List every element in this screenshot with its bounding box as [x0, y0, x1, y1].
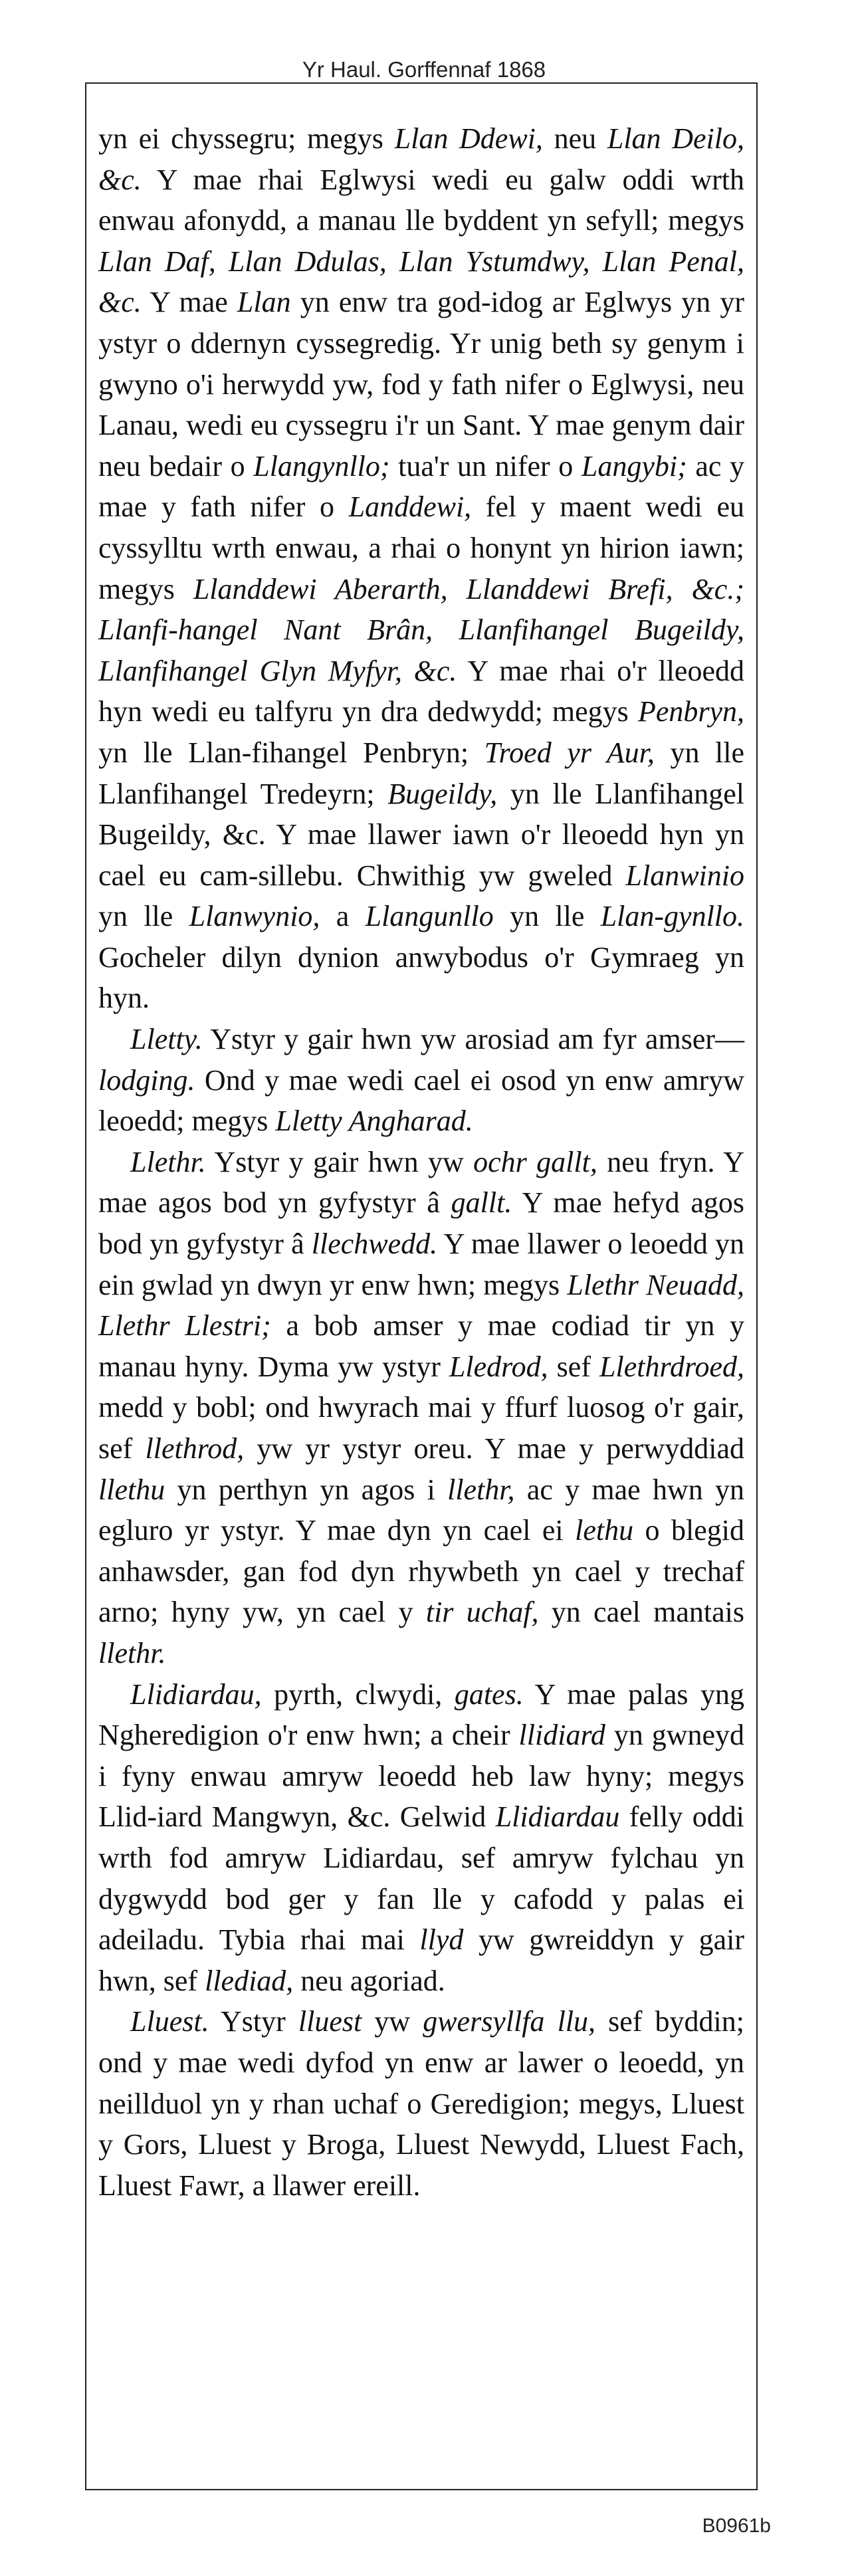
italic-text: tir uchaf,	[425, 1596, 539, 1629]
italic-text: llyd	[419, 1923, 464, 1957]
text-run: yn lle	[98, 900, 189, 933]
italic-text: Llan	[237, 286, 291, 319]
text-run: yn ei chyssegru; megys	[98, 122, 395, 155]
text-run: felly oddi wrth fod amryw Lidiardau, sef amryw fylchau yn dygwydd bod ger y fan lle y cafodd y palas ei adeiladu. Tybia rhai mai	[98, 1800, 744, 1957]
text-run: yw gwreiddyn y gair hwn, sef	[98, 1923, 744, 1997]
italic-text: Langybi;	[581, 449, 687, 483]
italic-text: llidiard	[518, 1719, 605, 1752]
text-run: fel y maent wedi eu cyssylltu wrth enwau, a rhai o honynt yn hirion iawn; megys	[98, 490, 744, 605]
paragraph	[98, 118, 744, 1019]
text-column	[98, 118, 744, 2206]
text-run: Ond y mae wedi cael ei osod yn enw amryw leoedd; megys	[98, 1063, 744, 1138]
italic-text: Llidiardau,	[130, 1677, 262, 1711]
text-run: Ystyr	[209, 2005, 298, 2038]
italic-text: gwersyllfa llu,	[423, 2005, 596, 2038]
text-run: yn gwneyd i fyny enwau amryw leoedd heb law hyny; megys Llid-iard Mangwyn, &c. Gelwid	[98, 1719, 744, 1834]
text-run: Y mae hefyd agos bod yn gyfystyr â	[98, 1186, 744, 1261]
text-run: o blegid anhawsder, gan fod dyn rhywbeth yn cael y trechaf arno; hyny yw, yn cael y	[98, 1514, 744, 1629]
text-run: a	[320, 900, 366, 933]
italic-text: Llan Ddewi,	[394, 122, 543, 155]
italic-text: lethu	[575, 1514, 634, 1547]
text-run: a bob amser y mae codiad tir yn y manau hyny. Dyma yw ystyr	[98, 1309, 744, 1383]
paragraph	[98, 1019, 744, 1142]
text-run: ac y mae hwn yn egluro yr ystyr. Y mae dyn yn cael ei	[98, 1473, 744, 1547]
text-run: ac y mae y fath nifer o	[98, 449, 744, 524]
italic-text: Troed yr Aur,	[484, 736, 655, 769]
text-run: neu fryn. Y mae agos bod yn gyfystyr â	[98, 1145, 744, 1220]
text-run: yn lle Llanfihangel Bugeildy, &c. Y mae llawer iawn o'r lleoedd hyn yn cael eu cam-sillebu. Chwithig yw gweled	[98, 777, 744, 892]
text-run: tua'r un nifer o	[389, 449, 582, 483]
italic-text: llethr.	[98, 1636, 166, 1669]
text-run: medd y bobl; ond hwyrach mai y ffurf luosog o'r gair, sef	[98, 1391, 744, 1465]
text-run: neu	[542, 122, 607, 155]
text-run: Y mae llawer o leoedd yn ein gwlad yn dwyn yr enw hwn; megys	[98, 1228, 744, 1301]
italic-text: Lledrod,	[449, 1350, 548, 1383]
italic-text: llethrod,	[145, 1432, 245, 1465]
text-run: yn lle Llanfihangel Tredeyrn;	[98, 736, 745, 810]
italic-text: Penbryn,	[637, 695, 744, 728]
italic-text: Llanddewi Aberarth, Llanddewi Brefi, &c.; Llanfi-hangel Nant Brân, Llanfihangel Bugeildy, Llanfihangel Glyn Myfyr, &c.	[98, 572, 744, 687]
text-run: Gocheler dilyn dynion anwybodus o'r Gymraeg yn hyn.	[98, 940, 744, 1015]
italic-text: Llan Daf, Llan Ddulas, Llan Ystumdwy, Llan Penal, &c.	[98, 245, 744, 319]
italic-text: Llanwinio	[625, 859, 744, 892]
text-run: sef	[548, 1350, 600, 1383]
italic-text: Llan-gynllo.	[600, 900, 745, 933]
italic-text: gates.	[454, 1677, 524, 1711]
italic-text: llediad,	[205, 1964, 294, 1997]
italic-text: llethr,	[447, 1473, 515, 1506]
paragraph	[98, 2001, 744, 2206]
italic-text: Llethr Neuadd, Llethr Llestri;	[98, 1268, 744, 1342]
italic-text: llechwedd.	[311, 1228, 438, 1261]
italic-text: ochr gallt,	[473, 1145, 597, 1178]
italic-text: Bugeildy,	[387, 777, 498, 810]
text-run: yn lle	[493, 900, 601, 933]
italic-text: Landdewi,	[348, 490, 472, 524]
italic-text: lodging.	[98, 1063, 195, 1097]
italic-text: Lluest.	[130, 2005, 209, 2038]
text-run: Ystyr y gair hwn yw	[205, 1145, 474, 1178]
italic-text: llethu	[98, 1473, 165, 1506]
text-run: Y mae rhai Eglwysi wedi eu galw oddi wrth enwau afonydd, a manau lle byddent yn sefyll; megys	[98, 163, 744, 237]
text-run: yn perthyn yn agos i	[165, 1473, 448, 1506]
text-run: neu agoriad.	[293, 1964, 445, 1997]
italic-text: Llan Deilo, &c.	[98, 122, 744, 196]
italic-text: Llanwynio,	[189, 900, 320, 933]
text-run: Ystyr y gair hwn yw arosiad am fyr amser—	[202, 1023, 744, 1056]
paragraph	[98, 1674, 744, 2002]
italic-text: gallt.	[451, 1186, 512, 1220]
text-run: sef byddin; ond y mae wedi dyfod yn enw ar lawer o leoedd, yn neillduol yn y rhan uchaf o Geredigion; megys, Lluest y Gors, Lluest y Broga, Lluest Newydd, Lluest Fach, Lluest Fawr, a llawer ereill.	[98, 2005, 744, 2202]
italic-text: Llethr.	[130, 1145, 206, 1178]
text-run: yn cael mantais	[538, 1596, 745, 1629]
paragraph	[98, 1142, 744, 1674]
italic-text: Llethrdroed,	[599, 1350, 744, 1383]
text-run: yw yr ystyr oreu. Y mae y perwyddiad	[244, 1432, 744, 1465]
text-run: Y mae rhai o'r lleoedd hyn wedi eu talfyru yn dra dedwydd; megys	[98, 654, 744, 728]
text-run: Y mae palas yng Ngheredigion o'r enw hwn; a cheir	[98, 1677, 744, 1752]
italic-text: Lletty Angharad.	[275, 1105, 473, 1138]
text-run: pyrth, clwydi,	[261, 1677, 455, 1711]
text-run: yn lle Llan-fihangel Penbryn;	[98, 736, 484, 769]
italic-text: Llangunllo	[365, 900, 494, 933]
page-header: Yr Haul. Gorffennaf 1868	[302, 57, 546, 82]
text-run: yw	[362, 2005, 423, 2038]
italic-text: Llidiardau	[495, 1800, 620, 1834]
italic-text: Lletty.	[130, 1023, 203, 1056]
italic-text: lluest	[298, 2005, 362, 2038]
italic-text: Llangynllo;	[253, 449, 390, 483]
text-run: yn enw tra god-idog ar Eglwys yn yr ystyr o ddernyn cyssegredig. Yr unig beth sy genym i gwyno o'i herwydd yw, fod y fath nifer o Eglwysi, neu Lanau, wedi eu cyssegru i'r un Sant. Y mae genym dair neu bedair o	[98, 286, 745, 483]
text-run: Y mae	[141, 286, 237, 319]
page-code: B0961b	[702, 2515, 771, 2537]
